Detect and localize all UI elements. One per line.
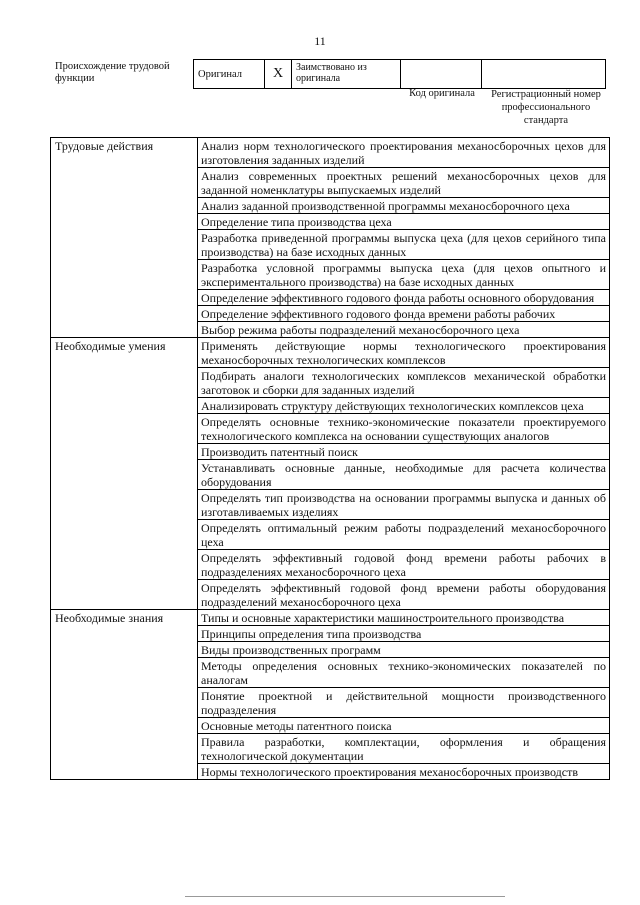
section-item: Принципы определения типа производства: [198, 626, 610, 642]
section-item: Подбирать аналоги технологических комплексов механической обработки заготовок и сборки для заданных изделий: [198, 368, 610, 398]
section-item: Выбор режима работы подразделений механосборочного цеха: [198, 322, 610, 338]
table-row: [51, 610, 610, 626]
section-item: Определять оптимальный режим работы подразделений механосборочного цеха: [198, 520, 610, 550]
section-item: Виды производственных программ: [198, 642, 610, 658]
section-item: Методы определения основных технико-экономических показателей по аналогам: [198, 658, 610, 688]
section-item: Определять эффективный годовой фонд времени работы рабочих в подразделениях механосборочного цеха: [198, 550, 610, 580]
borrowed-cell: Заимствовано из оригинала: [292, 60, 401, 89]
section-item: Разработка приведенной программы выпуска цеха (для цехов серийного типа производства) на базе исходных данных: [198, 230, 610, 260]
page-number: 11: [314, 34, 326, 48]
reg-number-label: Регистрационный номер профессионального стандарта: [491, 89, 601, 126]
section-item: Типы и основные характеристики машиностроительного производства: [198, 610, 610, 626]
reg-number-cell: [482, 60, 606, 89]
bottom-rule: [185, 896, 505, 897]
section-item: Определение эффективного годового фонда времени работы рабочих: [198, 306, 610, 322]
section-item: Понятие проектной и действительной мощности производственного подразделения: [198, 688, 610, 718]
section-item: Анализ заданной производственной программы механосборочного цеха: [198, 198, 610, 214]
code-cell: [401, 60, 482, 89]
function-table: [50, 137, 610, 780]
section-item: Применять действующие нормы технологического проектирования механосборочных технологических комплексов: [198, 338, 610, 368]
original-cell: Оригинал: [194, 60, 265, 89]
section-title: Необходимые умения: [51, 338, 198, 610]
section-item: Определять эффективный годовой фонд времени работы оборудования подразделений механосборочного цеха: [198, 580, 610, 610]
table-row: [51, 338, 610, 368]
section-item: Определение эффективного годового фонда работы основного оборудования: [198, 290, 610, 306]
origin-label: Происхождение трудовой функции: [55, 61, 170, 84]
section-title: Необходимые знания: [51, 610, 198, 780]
section-item: Определять основные технико-экономические показатели проектируемого технологического комплекса на основании существующих аналогов: [198, 414, 610, 444]
section-item: Производить патентный поиск: [198, 444, 610, 460]
section-item: Анализ современных проектных решений механосборочных цехов для заданной номенклатуры выпускаемых изделий: [198, 168, 610, 198]
section-title: Трудовые действия: [51, 138, 198, 338]
original-mark: X: [265, 60, 292, 89]
section-item: Устанавливать основные данные, необходимые для расчета количества оборудования: [198, 460, 610, 490]
origin-table: [193, 59, 606, 89]
section-item: Анализ норм технологического проектирования механосборочных цехов для изготовления заданных изделий: [198, 138, 610, 168]
section-item: Определение типа производства цеха: [198, 214, 610, 230]
section-item: Анализировать структуру действующих технологических комплексов цеха: [198, 398, 610, 414]
section-item: Определять тип производства на основании программы выпуска и данных об изготавливаемых изделиях: [198, 490, 610, 520]
code-label: Код оригинала: [409, 88, 475, 99]
section-item: Разработка условной программы выпуска цеха (для цехов опытного и экспериментального производства) на базе исходных данных: [198, 260, 610, 290]
section-item: Основные методы патентного поиска: [198, 718, 610, 734]
section-item: Нормы технологического проектирования механосборочных производств: [198, 764, 610, 780]
table-row: [51, 138, 610, 168]
section-item: Правила разработки, комплектации, оформления и обращения технологической документации: [198, 734, 610, 764]
